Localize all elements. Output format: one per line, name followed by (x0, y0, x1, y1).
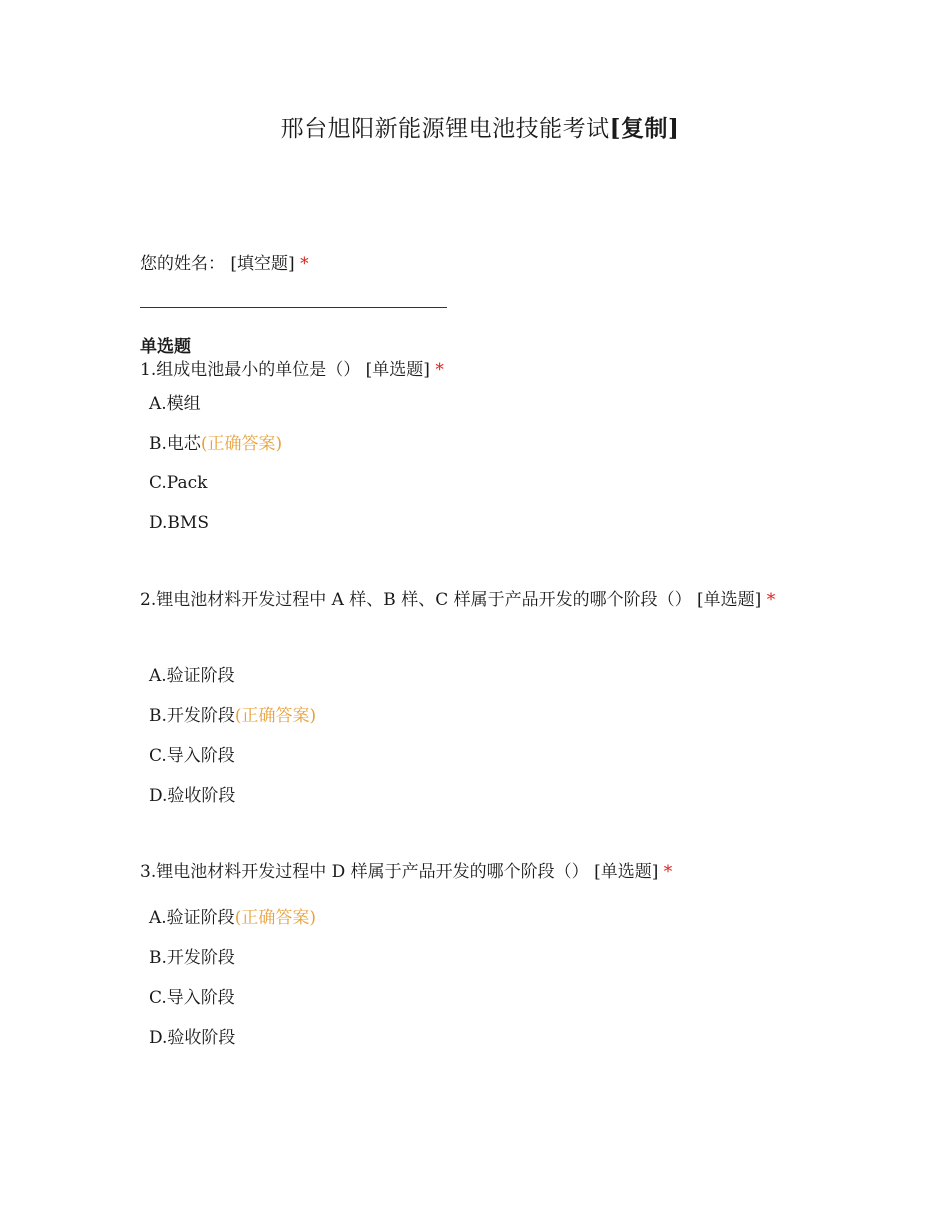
question-text: 3.锂电池材料开发过程中 D 样属于产品开发的哪个阶段（） (140, 862, 589, 882)
option-label: D.BMS (149, 513, 209, 533)
option-label: B.电芯 (149, 434, 201, 454)
option-q3-c[interactable] (149, 986, 235, 1010)
required-marker: * (300, 254, 309, 274)
name-answer-line[interactable] (140, 307, 447, 308)
option-label: C.导入阶段 (149, 988, 235, 1008)
option-label: C.导入阶段 (149, 746, 235, 766)
option-label: D.验收阶段 (149, 786, 236, 806)
option-label: D.验收阶段 (149, 1028, 236, 1048)
section-heading: 单选题 (140, 337, 191, 357)
question-3 (140, 856, 672, 888)
option-label: A.模组 (149, 394, 201, 414)
correct-answer-mark: (正确答案) (234, 706, 317, 726)
option-q1-d[interactable] (149, 511, 209, 535)
option-q2-b[interactable] (149, 704, 316, 728)
correct-answer-mark: (正确答案) (234, 908, 316, 928)
correct-answer-mark: (正确答案) (200, 434, 283, 454)
question-1 (140, 354, 444, 386)
option-q1-b[interactable] (149, 432, 282, 456)
name-question-type: [填空题] (230, 254, 295, 274)
option-label: B.开发阶段 (149, 706, 235, 726)
required-marker: * (435, 360, 444, 380)
question-type: [单选题] (365, 360, 430, 380)
option-q1-c[interactable] (149, 471, 207, 495)
option-label: A.验证阶段 (149, 908, 235, 928)
required-marker: * (663, 862, 673, 882)
option-q2-a[interactable] (149, 664, 235, 688)
option-label: A.验证阶段 (149, 666, 235, 686)
question-text: 2.锂电池材料开发过程中 A 样、B 样、C 样属于产品开发的哪个阶段（） (140, 590, 692, 610)
name-question (140, 248, 309, 280)
page-title (0, 110, 950, 143)
option-q1-a[interactable] (149, 392, 201, 416)
option-q3-b[interactable] (149, 946, 235, 970)
option-q3-d[interactable] (149, 1026, 235, 1050)
option-label: C.Pack (149, 473, 208, 493)
title-main: 邢台旭阳新能源锂电池技能考试 (280, 116, 610, 142)
required-marker: * (766, 590, 776, 610)
option-q2-c[interactable] (149, 744, 235, 768)
option-q2-d[interactable] (149, 784, 235, 808)
question-2 (140, 584, 820, 616)
option-label: B.开发阶段 (149, 948, 235, 968)
question-type: [单选题] (594, 862, 659, 882)
name-question-text: 您的姓名： (140, 254, 225, 274)
title-suffix: [复制] (609, 115, 680, 142)
option-q3-a[interactable] (149, 906, 316, 930)
question-type: [单选题] (697, 590, 762, 610)
question-text: 1.组成电池最小的单位是（） (140, 360, 361, 380)
